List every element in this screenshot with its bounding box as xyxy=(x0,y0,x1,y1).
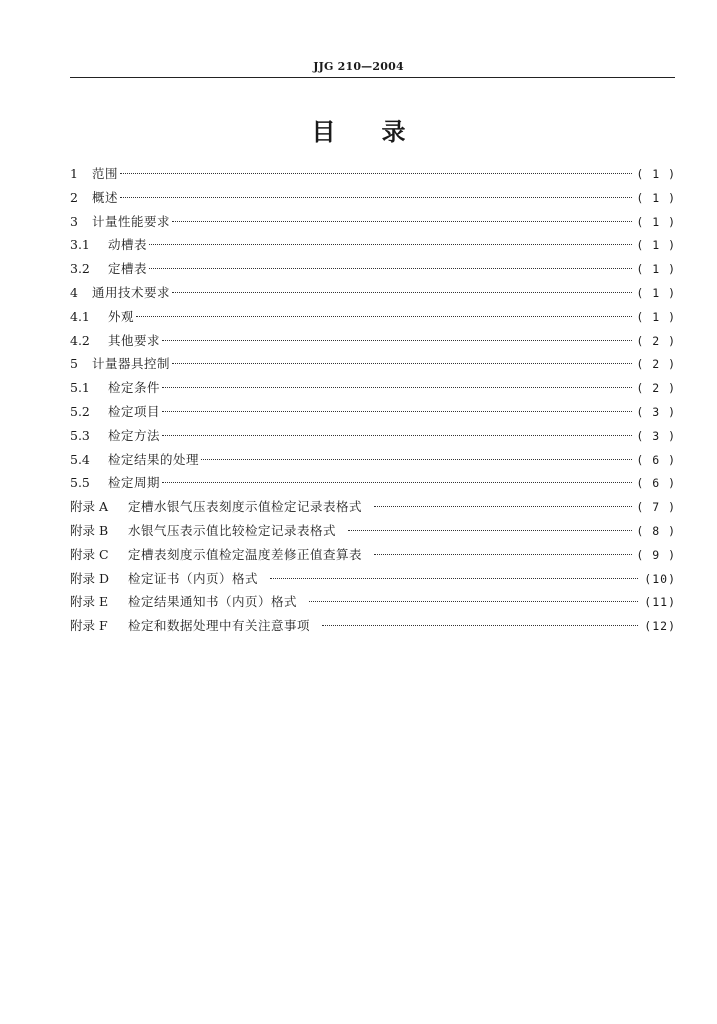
toc-entry-number: 5.3 xyxy=(70,427,90,443)
toc-entry-5-5[interactable] xyxy=(70,471,676,495)
toc-entry-title: 检定项目 xyxy=(108,403,161,419)
toc-entry-title: 定槽表刻度示值检定温度差修正值查算表 xyxy=(128,546,363,562)
toc-entry-number: 5.4 xyxy=(70,451,90,467)
toc-entry-number: 附录 B xyxy=(70,522,109,538)
toc-dot-leader xyxy=(374,554,632,555)
toc-entry-appendix-d[interactable] xyxy=(70,567,676,591)
toc-entry-page: ( 1 ) xyxy=(636,238,676,253)
toc-dot-leader xyxy=(162,340,632,341)
toc-entry-title: 检定证书（内页）格式 xyxy=(128,570,259,586)
toc-entry-page: ( 1 ) xyxy=(636,214,676,229)
toc-entry-title: 检定结果通知书（内页）格式 xyxy=(128,594,298,610)
toc-entry-3-2[interactable] xyxy=(70,257,676,281)
toc-entry-number: 1 xyxy=(70,166,78,181)
toc-entry-title: 外观 xyxy=(108,308,135,324)
toc-entry-number: 3 xyxy=(70,213,78,229)
toc-dot-leader xyxy=(172,292,632,293)
toc-entry-number: 附录 C xyxy=(70,546,109,562)
toc-entry-title: 检定和数据处理中有关注意事项 xyxy=(128,618,311,634)
toc-entry-page: ( 1 ) xyxy=(636,285,676,300)
toc-entry-appendix-f[interactable] xyxy=(70,614,676,638)
toc-entry-4-2[interactable] xyxy=(70,329,676,353)
toc-entry-number: 3.2 xyxy=(70,261,90,277)
toc-entry-title: 通用技术要求 xyxy=(92,284,171,300)
toc-entry-number: 4 xyxy=(70,284,78,300)
toc-entry-2[interactable] xyxy=(70,186,676,210)
toc-entry-title: 水银气压表示值比较检定记录表格式 xyxy=(128,522,337,538)
toc-dot-leader xyxy=(201,459,632,460)
toc-dot-leader xyxy=(270,578,638,579)
toc-entry-number: 附录 E xyxy=(70,594,109,610)
toc-entry-5-1[interactable] xyxy=(70,376,676,400)
toc-entry-number: 3.1 xyxy=(70,237,90,253)
toc-entry-page: ( 1 ) xyxy=(636,309,676,324)
toc-entry-4-1[interactable] xyxy=(70,305,676,329)
toc-entry-3-1[interactable] xyxy=(70,233,676,257)
toc-dot-leader xyxy=(374,506,632,507)
toc-entry-page: (11) xyxy=(644,595,676,610)
toc-dot-leader xyxy=(172,221,632,222)
toc-entry-page: ( 1 ) xyxy=(636,190,676,205)
toc-entry-number: 5.5 xyxy=(70,475,90,491)
toc-entry-appendix-a[interactable] xyxy=(70,495,676,519)
table-of-contents xyxy=(70,162,676,638)
document-code-header: JJG 210—2004 xyxy=(313,60,404,73)
toc-dot-leader xyxy=(162,387,632,388)
toc-dot-leader xyxy=(162,482,632,483)
toc-dot-leader xyxy=(348,530,632,531)
toc-entry-page: ( 6 ) xyxy=(636,476,676,491)
toc-entry-page: ( 3 ) xyxy=(636,428,676,443)
toc-entry-number: 5.1 xyxy=(70,380,90,396)
page-title: 目录 xyxy=(311,117,452,146)
toc-dot-leader xyxy=(309,601,638,602)
toc-entry-page: ( 9 ) xyxy=(636,547,676,562)
toc-entry-title: 其他要求 xyxy=(108,332,161,348)
toc-entry-5[interactable] xyxy=(70,352,676,376)
toc-dot-leader xyxy=(172,363,632,364)
toc-entry-title: 概述 xyxy=(92,189,119,205)
toc-entry-title: 范围 xyxy=(92,166,119,181)
toc-entry-page: ( 1 ) xyxy=(636,262,676,277)
toc-entry-title: 检定条件 xyxy=(108,380,161,396)
toc-entry-number: 附录 D xyxy=(70,570,109,586)
toc-entry-number: 附录 A xyxy=(70,499,109,515)
header-rule xyxy=(70,77,675,78)
toc-entry-page: ( 2 ) xyxy=(636,381,676,396)
toc-dot-leader xyxy=(322,625,638,626)
toc-entry-page: ( 8 ) xyxy=(636,523,676,538)
toc-entry-5-4[interactable] xyxy=(70,448,676,472)
toc-entry-page: ( 3 ) xyxy=(636,404,676,419)
toc-entry-title: 检定周期 xyxy=(108,475,161,491)
toc-entry-4[interactable] xyxy=(70,281,676,305)
toc-entry-number: 2 xyxy=(70,189,78,205)
toc-dot-leader xyxy=(120,197,632,198)
toc-entry-appendix-b[interactable] xyxy=(70,519,676,543)
toc-dot-leader xyxy=(162,411,632,412)
toc-entry-title: 检定方法 xyxy=(108,427,161,443)
toc-entry-appendix-c[interactable] xyxy=(70,543,676,567)
toc-entry-5-2[interactable] xyxy=(70,400,676,424)
toc-entry-page: ( 2 ) xyxy=(636,357,676,372)
toc-entry-title: 检定结果的处理 xyxy=(108,451,200,467)
toc-entry-appendix-e[interactable] xyxy=(70,590,676,614)
toc-dot-leader xyxy=(136,316,632,317)
toc-entry-page: ( 7 ) xyxy=(636,500,676,515)
toc-entry-page: ( 6 ) xyxy=(636,452,676,467)
toc-entry-number: 4.1 xyxy=(70,308,90,324)
toc-entry-title: 动槽表 xyxy=(108,237,148,253)
toc-entry-3[interactable] xyxy=(70,210,676,234)
toc-entry-5-3[interactable] xyxy=(70,424,676,448)
toc-entry-number: 5 xyxy=(70,356,78,372)
toc-entry-number: 附录 F xyxy=(70,618,108,634)
toc-entry-page: ( 2 ) xyxy=(636,333,676,348)
toc-entry-title: 计量性能要求 xyxy=(92,213,171,229)
toc-entry-title: 定槽水银气压表刻度示值检定记录表格式 xyxy=(128,499,363,515)
toc-dot-leader xyxy=(149,268,632,269)
toc-entry-number: 4.2 xyxy=(70,332,90,348)
toc-entry-title: 定槽表 xyxy=(108,261,148,277)
toc-dot-leader xyxy=(162,435,632,436)
toc-entry-page: (12) xyxy=(644,619,676,634)
toc-entry-page: ( 1 ) xyxy=(636,167,676,181)
toc-dot-leader xyxy=(149,244,632,245)
toc-entry-page: (10) xyxy=(644,571,676,586)
toc-dot-leader xyxy=(120,173,632,174)
toc-entry-number: 5.2 xyxy=(70,403,90,419)
toc-entry-title: 计量器具控制 xyxy=(92,356,171,372)
toc-entry-1[interactable] xyxy=(70,162,676,186)
